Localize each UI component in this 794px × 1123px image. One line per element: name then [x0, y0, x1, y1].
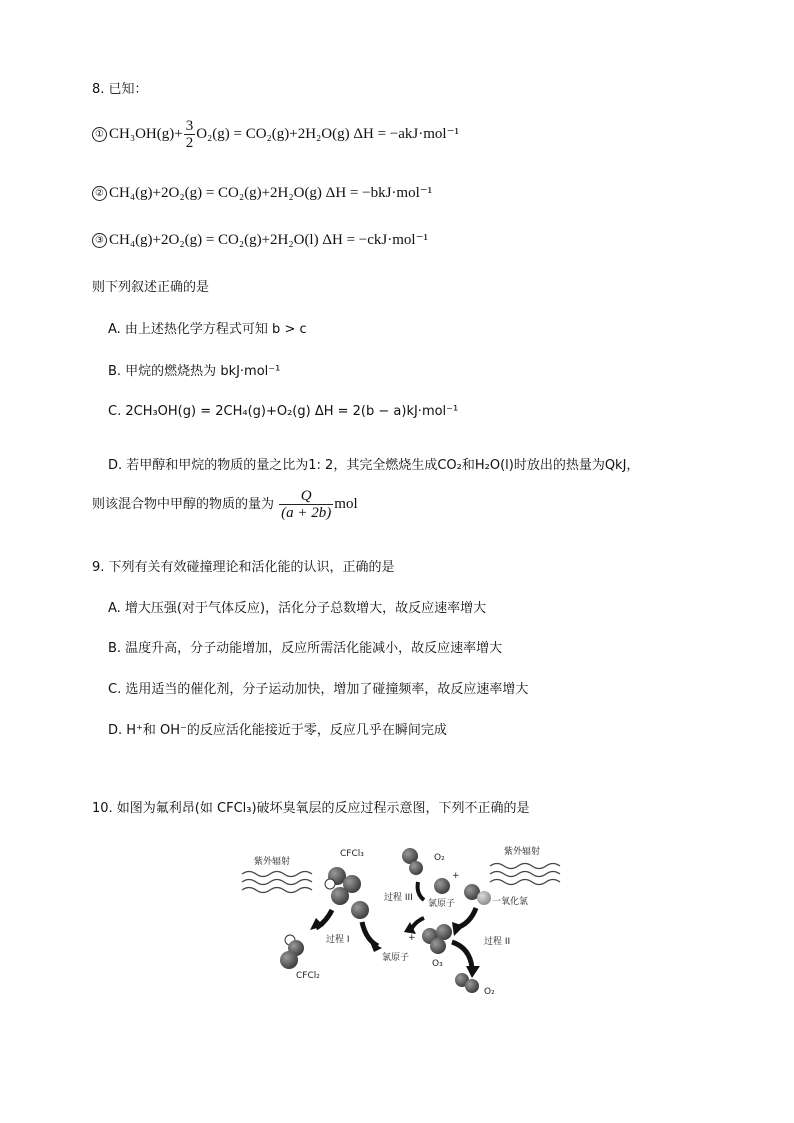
eq2-text: CH₄(g)+2O₂(g) = CO₂(g)+2H₂O(g) ΔH = −bkJ·mol⁻¹: [109, 185, 433, 201]
eq1-number: ①: [92, 127, 107, 142]
eq2-number: ②: [92, 186, 107, 201]
ozone-molecule: [422, 924, 452, 954]
o2-top-label: O₂: [434, 853, 445, 863]
q8-option-c: C. 2CH₃OH(g) = 2CH₄(g)+O₂(g) ΔH = 2(b − a)kJ·mol⁻¹: [108, 404, 459, 419]
option-d-prefix: 则该混合物中甲醇的物质的量为: [92, 497, 275, 512]
o2-top-molecule: [402, 848, 423, 875]
clo-label: 一氧化氯: [492, 897, 529, 907]
q10-heading: 10. 如图为氟利昂(如 CFCl₃)破坏臭氧层的反应过程示意图，下列不正确的是: [92, 801, 530, 816]
eq3-number: ③: [92, 233, 107, 248]
q8-stem: 则下列叙述正确的是: [92, 280, 210, 295]
q8-heading: 8. 已知：: [92, 82, 148, 97]
chlorine-atom-1: [351, 901, 369, 919]
o3-label: O₃: [432, 959, 443, 969]
plus-2: +: [452, 871, 460, 881]
uv-label-left: 紫外辐射: [254, 857, 291, 867]
eq3-text: CH₄(g)+2O₂(g) = CO₂(g)+2H₂O(l) ΔH = −ckJ·mol⁻¹: [109, 232, 428, 248]
eq1-lhs: CH₃OH(g)+: [109, 125, 183, 142]
q9-option-c: C. 选用适当的催化剂，分子运动加快，增加了碰撞频率，故反应速率增大: [108, 682, 529, 697]
q9-heading: 9. 下列有关有效碰撞理论和活化能的认识，正确的是: [92, 560, 395, 575]
arrow-step-2: [452, 942, 472, 968]
o2-bottom-label: O₂: [484, 987, 495, 997]
q9-option-d: D. H⁺和 OH⁻的反应活化能接近于零，反应几乎在瞬间完成: [108, 723, 447, 738]
q9-option-a: A. 增大压强(对于气体反应)，活化分子总数增大，故反应速率增大: [108, 601, 487, 616]
step-3-label: 过程 III: [384, 893, 413, 903]
eq1-fraction: $\frac{3}{2}$: [185, 118, 194, 151]
q8-option-d-line2: [92, 488, 358, 521]
q8-equation-2: [92, 183, 432, 202]
uv-label-right: 紫外辐射: [504, 847, 541, 857]
step-2-label: 过程 II: [484, 937, 511, 947]
arrow-to-cl: [362, 922, 378, 946]
cfcl2-label: CFCl₂: [296, 971, 320, 981]
cfcl3-molecule: [325, 867, 361, 905]
q8-option-b: B. 甲烷的燃烧热为 bkJ·mol⁻¹: [108, 364, 281, 379]
eq1-rhs: O₂(g) = CO₂(g)+2H₂O(g) ΔH = −akJ·mol⁻¹: [196, 125, 459, 142]
option-d-fraction: $\frac{Q}{(a + 2b)}$: [281, 488, 332, 521]
q8-option-d: D. 若甲醇和甲烷的物质的量之比为1: 2，其完全燃烧生成CO₂和H₂O(l)时放出的热量为QkJ，: [108, 458, 640, 473]
cfcl3-label: CFCl₃: [340, 849, 364, 859]
uv-waves-right: [490, 864, 560, 885]
o2-bottom-molecule: [455, 973, 479, 993]
clo-molecule: [464, 884, 491, 905]
q8-equation-3: [92, 230, 428, 249]
q8-equation-1: [92, 118, 459, 151]
step-1-label: 过程 I: [326, 935, 350, 945]
arrow-step-3-a: [418, 882, 424, 900]
chlorine-atom-2: [434, 878, 450, 894]
plus-1: +: [408, 933, 416, 943]
cfcl2-molecule: [280, 935, 304, 969]
chlorine-label-1: 氯原子: [382, 953, 410, 963]
q9-option-b: B. 温度升高，分子动能增加，反应所需活化能减小，故反应速率增大: [108, 641, 503, 656]
chlorine-label-2: 氯原子: [428, 899, 456, 909]
uv-waves-left: [242, 872, 312, 893]
ozone-depletion-diagram: [240, 838, 570, 1000]
q8-option-a: A. 由上述热化学方程式可知 b > c: [108, 322, 307, 337]
option-d-unit: mol: [334, 496, 358, 512]
